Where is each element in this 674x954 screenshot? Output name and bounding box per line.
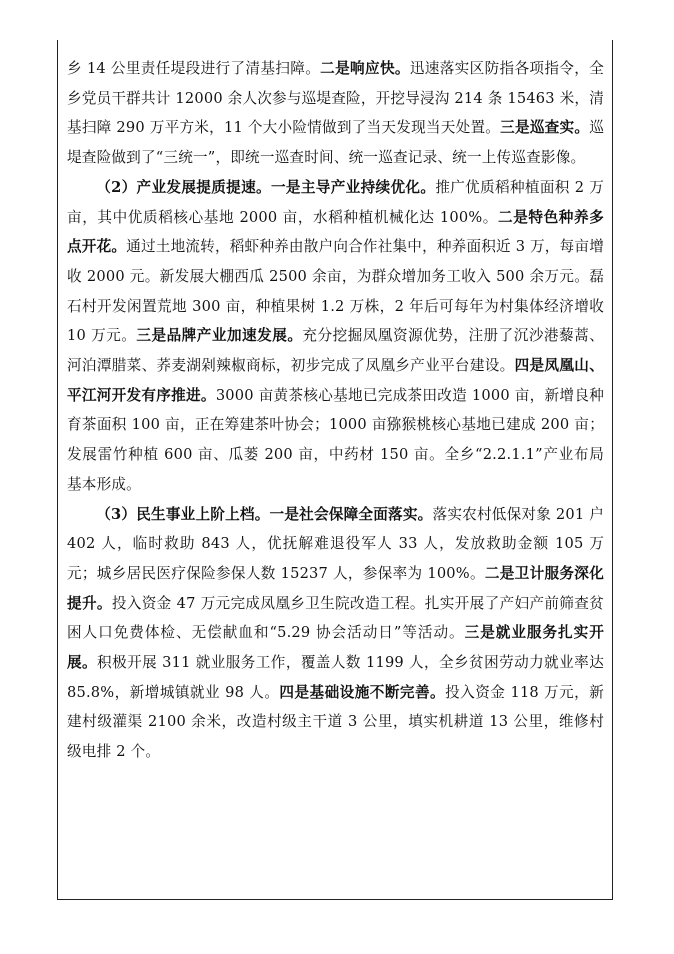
bold-heading: 一是社会保障全面落实。 xyxy=(269,505,433,523)
bold-heading: 二是卫计服务深化提升。 xyxy=(67,564,604,612)
text-segment: 投入资金 47 万元完成凤凰乡卫生院改造工程。扎实开展了产妇产前筛查贫困人口免费体检、无偿献血和“5.29 协会活动日”等活动。 xyxy=(67,594,604,642)
text-segment: 充分挖掘凤凰资源优势，注册了沉沙港藜蒿、河泊潭腊菜、荞麦湖剁辣椒商标，初步完成了凤凰乡产业平台建设。 xyxy=(67,327,604,375)
bold-heading: 四是基础设施不断完善。 xyxy=(279,683,446,701)
page-frame xyxy=(57,40,613,900)
bold-heading: 三是巡查实。 xyxy=(500,119,590,137)
section-heading: （3）民生事业上阶上档。 xyxy=(96,505,270,523)
text-segment: 投入资金 118 万元，新建村级灌渠 2100 余米，改造村级主干道 3 公里，填实机耕道 13 公里，维修村级电排 2 个。 xyxy=(67,683,605,761)
text-segment: 落实农村低保对象 201 户 402 人，临时救助 843 人，优抚解难退役军人 33 人，发放救助金额 105 万元；城乡居民医疗保险参保人数 15237 人，参保率为 100%。 xyxy=(67,505,604,582)
paragraph-industry-development xyxy=(67,173,604,500)
bold-heading: 四是凤凰山、平江河开发有序推进。 xyxy=(67,357,604,404)
text-segment: 3000 亩黄茶核心基地已完成茶田改造 1000 亩，新增良种育茶面积 100 亩，正在筹建茶叶协会；1000 亩猕猴桃核心基地已建成 200 亩；发展雷竹种植 600 亩、瓜蒌 200 亩，中药材 150 亩。全乡“2.2.1.1”产业布局基本形成。 xyxy=(67,386,604,493)
text-segment: 推广优质稻种植面积 2 万亩，其中优质稻核心基地 2000 亩，水稻种植机械化达 100%。 xyxy=(67,178,604,226)
bold-heading: 三是就业服务扎实开展。 xyxy=(67,624,605,672)
text-segment: 通过土地流转，稻虾种养由散户向合作社集中，种养面积近 3 万，每亩增收 2000 元。新发展大棚西瓜 2500 余亩，为群众增加务工收入 500 余万元。磊石村开发闲置荒地 300 亩，种植果树 1.2 万株，2 年后可每年为村集体经济增收 10 万元。 xyxy=(67,238,604,345)
bold-heading: 三是品牌产业加速发展。 xyxy=(136,327,303,345)
text-segment: 乡 14 公里责任堤段进行了清基扫障。 xyxy=(67,60,321,77)
bold-heading: 二是响应快。 xyxy=(320,60,410,77)
bold-heading: 一是主导产业持续优化。 xyxy=(271,178,436,196)
paragraph-flood-control xyxy=(67,54,604,173)
text-segment: 迅速落实区防指各项指令，全乡党员干群共计 12000 余人次参与巡堤查险，开挖导浸沟 214 条 15463 米，清基扫障 290 万平方米，11 个大小险情做到了当天发现当天处置。 xyxy=(67,60,604,137)
paragraph-livelihood xyxy=(67,500,604,767)
text-segment: 积极开展 311 就业服务工作，覆盖人数 1199 人，全乡贫困劳动力就业率达 85.8%，新增城镇就业 98 人。 xyxy=(67,654,604,701)
text-segment: 巡堤查险做到了“三统一”，即统一巡查时间、统一巡查记录、统一上传巡查影像。 xyxy=(67,119,604,167)
document-body xyxy=(67,54,604,767)
section-heading: （2）产业发展提质提速。 xyxy=(96,178,271,196)
bold-heading: 二是特色种养多点开花。 xyxy=(67,208,604,256)
